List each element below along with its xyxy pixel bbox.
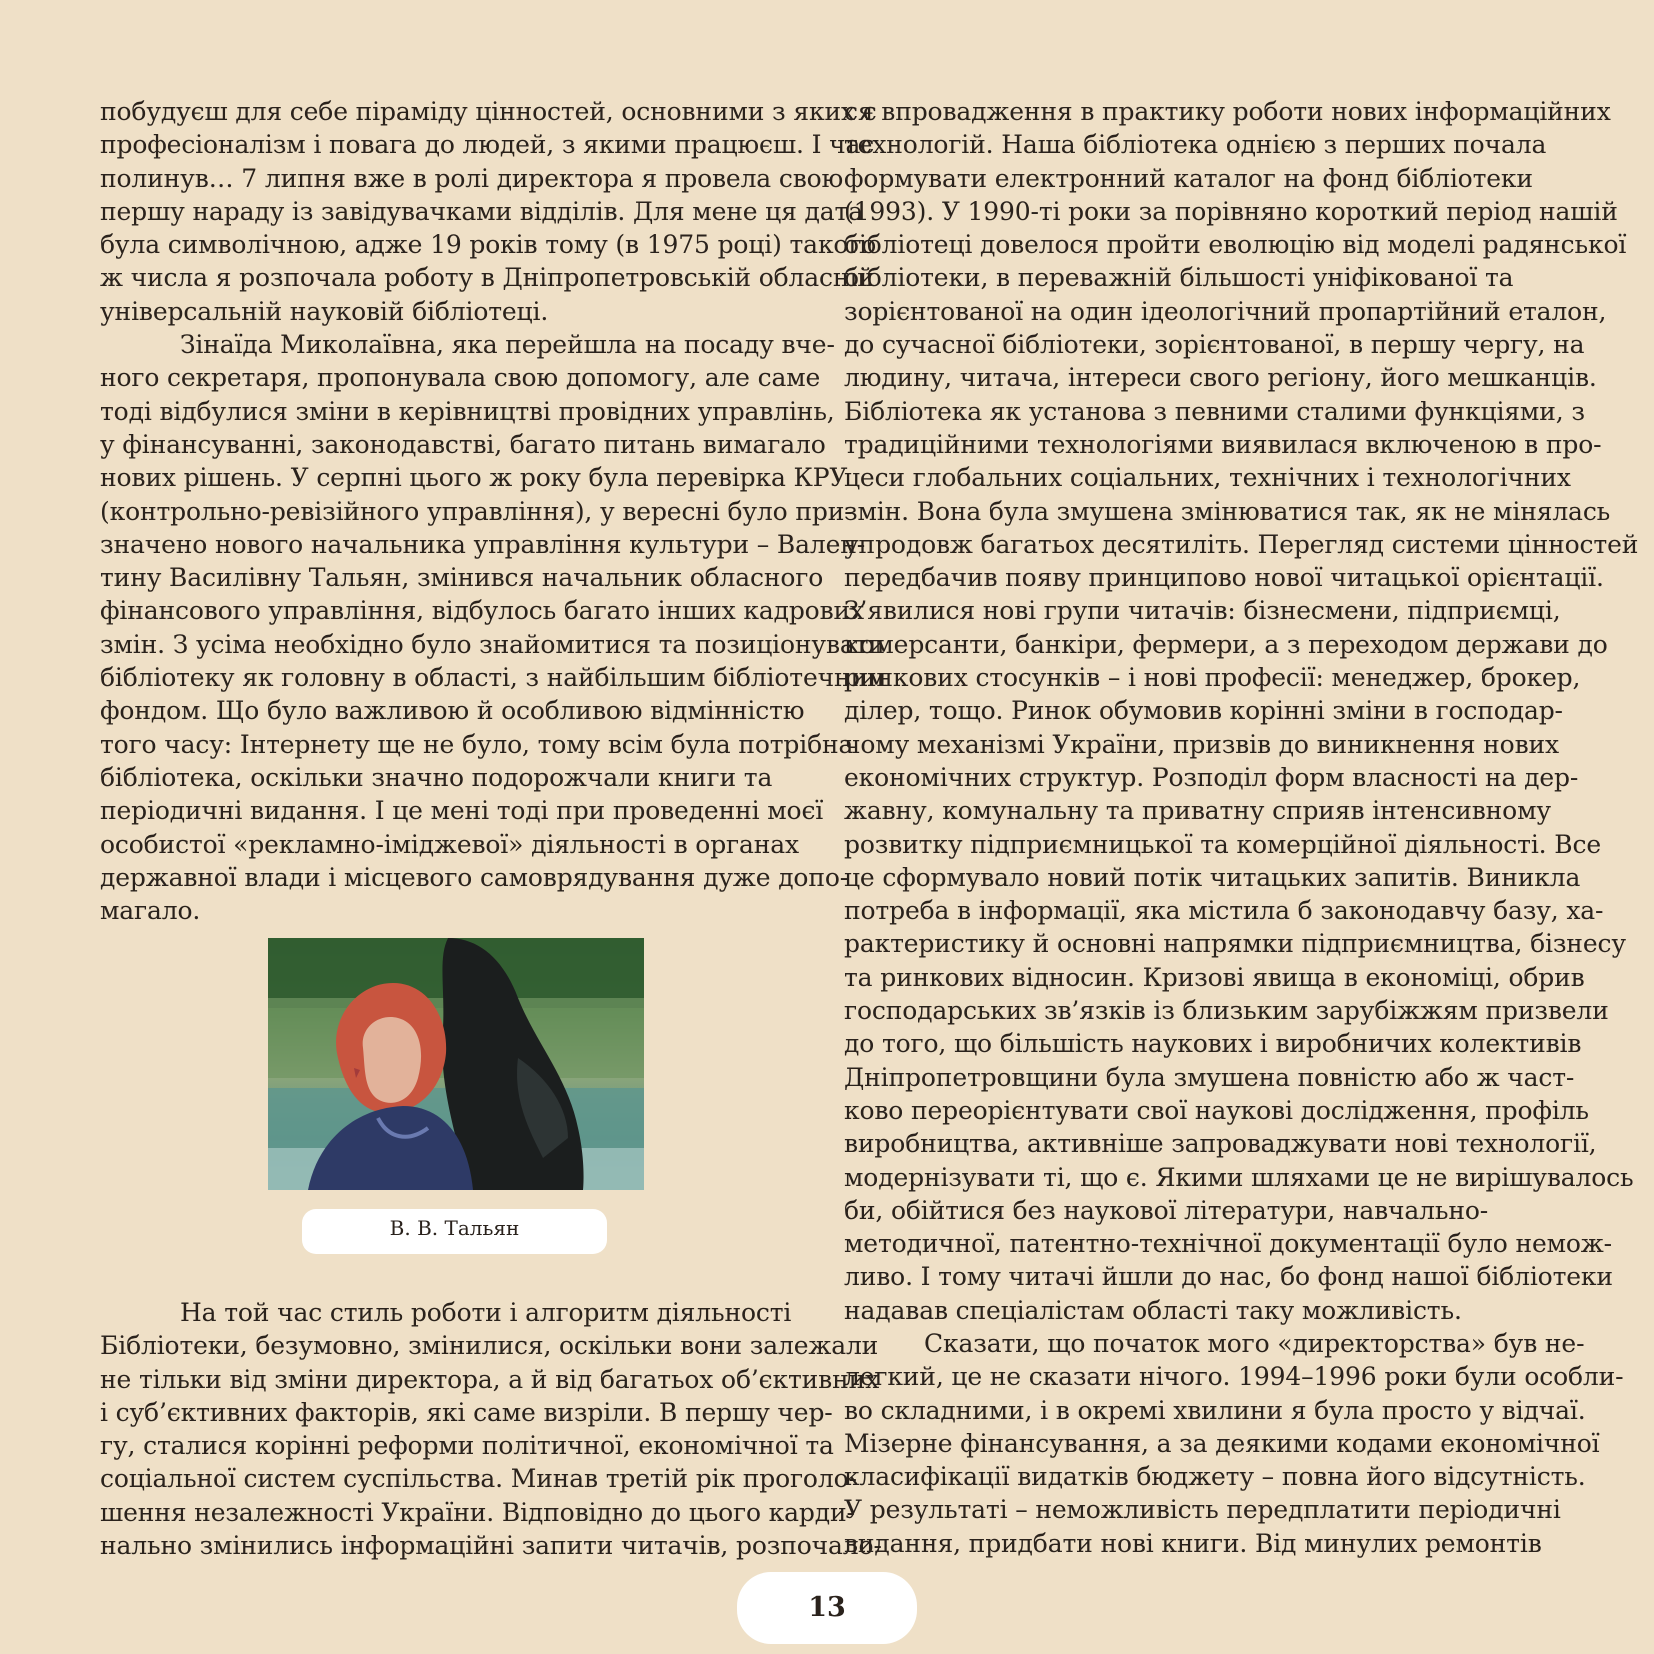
text-line: бібліотеки, в переважній більшості уніфікованої та <box>844 263 1514 293</box>
text-line: передбачив появу принципово нової читацької орієнтації. <box>844 563 1604 593</box>
text-line: Зінаїда Миколаївна, яка перейшла на посаду вче- <box>180 330 835 360</box>
text-line: людину, читача, інтереси свого регіону, його мешканців. <box>844 363 1597 393</box>
portrait-illustration <box>268 938 644 1190</box>
text-line: комерсанти, банкіри, фермери, а з переходом держави до <box>844 629 1608 659</box>
text-line: виробництва, активніше запроваджувати нові технології, <box>844 1129 1597 1159</box>
text-line: у фінансуванні, законодавстві, багато питань вимагало <box>100 429 826 459</box>
photo-caption <box>302 1209 607 1254</box>
left-column-top-text <box>100 95 887 927</box>
photo-caption-text: В. В. Тальян <box>389 1216 520 1240</box>
text-line: тину Василівну Тальян, змінився начальник обласного <box>100 563 824 593</box>
text-line: побудуєш для себе піраміду цінностей, основними з яких є <box>100 97 877 126</box>
text-line: видання, придбати нові книги. Від минулих ремонтів <box>844 1528 1542 1558</box>
text-line: Дніпропетровщини була змушена повністю або ж част- <box>844 1062 1575 1092</box>
text-line: технологій. Наша бібліотека однією з перших почала <box>844 130 1547 160</box>
text-line: надавав спеціалістам області таку можливість. <box>844 1295 1462 1325</box>
right-column-text <box>844 95 1639 1560</box>
text-line: класифікації видатків бюджету – повна його відсутність. <box>844 1462 1586 1492</box>
text-line: На той час стиль роботи і алгоритм діяльності <box>180 1298 792 1327</box>
text-line: нально змінились інформаційні запити читачів, розпочало- <box>100 1531 882 1561</box>
text-line: універсальній науковій бібліотеці. <box>100 296 549 326</box>
text-line: особистої «рекламно-іміджевої» діяльності в органах <box>100 829 799 859</box>
text-line: того часу: Інтернету ще не було, тому всім була потрібна <box>100 729 854 759</box>
text-line: ся впровадження в практику роботи нових інформаційних <box>844 97 1611 126</box>
text-line: би, обійтися без наукової літератури, навчально- <box>844 1195 1489 1225</box>
text-line: формувати електронний каталог на фонд бібліотеки <box>844 163 1533 193</box>
text-line: методичної, патентно-технічної документації було немож- <box>844 1229 1612 1259</box>
text-line: чому механізмі України, призвів до виникнення нових <box>844 729 1559 759</box>
text-line: во складними, і в окремі хвилини я була просто у відчаї. <box>844 1395 1586 1425</box>
text-line: і суб’єктивних факторів, які саме визріли. В першу чер- <box>100 1397 833 1427</box>
text-line: (1993). У 1990-ті роки за порівняно короткий період нашій <box>844 196 1618 226</box>
text-line: господарських зв’язків із близьким зарубіжжям призвели <box>844 996 1609 1026</box>
text-line: ково переорієнтувати свої наукові дослідження, профіль <box>844 1095 1589 1125</box>
text-line: упродовж багатьох десятиліть. Перегляд системи цінностей <box>844 529 1639 559</box>
text-line: не тільки від зміни директора, а й від багатьох об’єктивних <box>100 1364 880 1394</box>
text-line: ливо. І тому читачі йшли до нас, бо фонд нашої бібліотеки <box>844 1262 1613 1292</box>
text-line: полинув… 7 липня вже в ролі директора я провела свою <box>100 163 844 193</box>
text-line: потреба в інформації, яка містила б законодавчу базу, ха- <box>844 896 1604 926</box>
text-line: ринкових стосунків – і нові професії: менеджер, брокер, <box>844 663 1581 693</box>
text-line: періодичні видання. І це мені тоді при проведенні моєї <box>100 796 824 826</box>
text-line: З’явилися нові групи читачів: бізнесмени, підприємці, <box>844 596 1561 626</box>
text-line: традиційними технологіями виявилася включеною в про- <box>844 429 1602 459</box>
text-line: це сформувало новий потік читацьких запитів. Виникла <box>844 862 1581 892</box>
text-line: бібліотека, оскільки значно подорожчали книги та <box>100 762 773 792</box>
text-line: нових рішень. У серпні цього ж року була перевірка КРУ <box>100 463 848 493</box>
text-line: рактеристику й основні напрямки підприємництва, бізнесу <box>844 929 1626 959</box>
text-line: фінансового управління, відбулось багато інших кадрових <box>100 596 864 626</box>
text-line: жавну, комунальну та приватну сприяв інтенсивному <box>844 796 1551 826</box>
text-line: цеси глобальних соціальних, технічних і технологічних <box>844 463 1571 493</box>
page-number <box>737 1572 917 1644</box>
text-line: була символічною, адже 19 років тому (в 1975 році) такого <box>100 230 877 260</box>
text-line: до того, що більшість наукових і виробничих колективів <box>844 1029 1582 1059</box>
text-line: У результаті – неможливість передплатити періодичні <box>844 1495 1561 1525</box>
text-line: ж числа я розпочала роботу в Дніпропетровській обласній <box>100 263 874 293</box>
text-line: бібліотеку як головну в області, з найбільшим бібліотечним <box>100 663 887 693</box>
text-line: фондом. Що було важливою й особливою відмінністю <box>100 696 805 726</box>
text-line: до сучасної бібліотеки, зорієнтованої, в першу чергу, на <box>844 330 1585 360</box>
text-line: першу нараду із завідувачками відділів. Для мене ця дата <box>100 196 863 226</box>
text-line: Сказати, що початок мого «директорства» був не- <box>924 1328 1585 1358</box>
text-line: змін. Вона була змушена змінюватися так, як не мінялась <box>844 496 1611 526</box>
text-line: магало. <box>100 896 201 926</box>
portrait-photo <box>268 938 644 1190</box>
text-line: та ринкових відносин. Кризові явища в економіці, обрив <box>844 962 1585 992</box>
text-line: ділер, тощо. Ринок обумовив корінні зміни в господар- <box>844 696 1563 726</box>
page-number-text: 13 <box>808 1592 846 1623</box>
text-line: шення незалежності України. Відповідно до цього карди- <box>100 1497 855 1527</box>
text-line: (контрольно-ревізійного управління), у вересні було при- <box>100 496 853 526</box>
text-line: гу, сталися корінні реформи політичної, економічної та <box>100 1431 834 1461</box>
text-line: модернізувати ті, що є. Якими шляхами це не вирішувалось <box>844 1162 1634 1192</box>
text-line: економічних структур. Розподіл форм власності на дер- <box>844 762 1579 792</box>
text-line: бібліотеці довелося пройти еволюцію від моделі радянської <box>844 230 1627 260</box>
text-line: зорієнтованої на один ідеологічний пропартійний еталон, <box>844 296 1607 326</box>
text-line: Бібліотека як установа з певними сталими функціями, з <box>844 396 1585 426</box>
left-column-bottom-text <box>100 1296 882 1562</box>
text-line: значено нового начальника управління культури – Вален- <box>100 529 866 559</box>
text-line: державної влади і місцевого самоврядування дуже допо- <box>100 862 849 892</box>
text-line: тоді відбулися зміни в керівництві провідних управлінь, <box>100 396 835 426</box>
text-line: ного секретаря, пропонувала свою допомогу, але саме <box>100 363 821 393</box>
text-line: Бібліотеки, безумовно, змінилися, оскільки вони залежали <box>100 1331 879 1361</box>
text-line: професіоналізм і повага до людей, з якими працюєш. І час <box>100 130 875 160</box>
text-line: соціальної систем суспільства. Минав третій рік проголо- <box>100 1464 857 1494</box>
text-line: легкий, це не сказати нічого. 1994–1996 роки були особли- <box>844 1362 1624 1392</box>
text-line: змін. З усіма необхідно було знайомитися та позиціонувати <box>100 629 885 659</box>
text-line: Мізерне фінансування, а за деякими кодами економічної <box>844 1428 1600 1458</box>
text-line: розвитку підприємницької та комерційної діяльності. Все <box>844 829 1601 859</box>
